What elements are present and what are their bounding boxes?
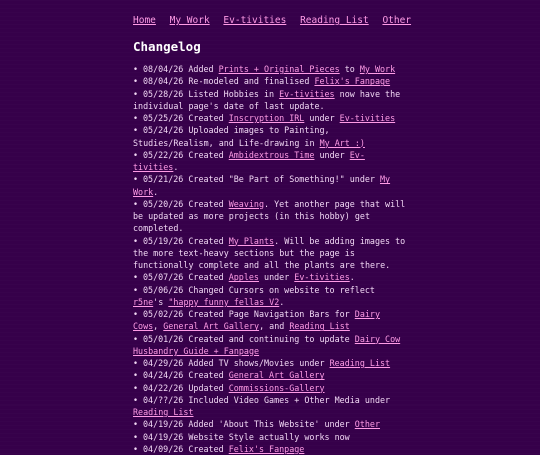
changelog-entry	[133, 333, 408, 358]
bullet-icon: •	[133, 431, 139, 442]
changelog-text: 05/24/26 Uploaded images to Painting, Studies/Realism, and Life-drawing in	[133, 125, 330, 148]
changelog-link[interactable]: My Plants	[228, 235, 275, 246]
changelog-entry	[133, 88, 408, 113]
changelog-text: 05/22/26 Created	[143, 149, 229, 160]
changelog-entry	[133, 173, 408, 198]
bullet-icon: •	[133, 419, 139, 430]
changelog-text: .	[349, 272, 355, 283]
changelog-entry	[133, 431, 408, 443]
bullet-icon: •	[133, 272, 139, 283]
changelog-link[interactable]: Felix's Fanpage	[228, 443, 305, 454]
changelog-text: 04/19/26 Added 'About This Website' under	[143, 419, 355, 430]
changelog-text: 05/02/26 Created Page Navigation Bars for	[143, 309, 355, 319]
changelog-text: . Yet another page that will be updated as more projects (in this hobby) get completed.	[133, 198, 406, 234]
changelog-link[interactable]: Reading List	[133, 407, 194, 417]
changelog-text: 04/24/26 Created	[143, 370, 229, 381]
bullet-icon: •	[133, 284, 139, 295]
main-content	[133, 14, 412, 455]
bullet-icon: •	[133, 125, 139, 136]
changelog-text: 05/07/26 Created	[143, 272, 229, 283]
changelog-text: 04/09/26 Created	[143, 443, 229, 454]
changelog-link[interactable]: Commissions-Gallery	[228, 382, 325, 393]
bullet-icon: •	[133, 443, 139, 454]
changelog-entry	[133, 418, 408, 430]
bullet-icon: •	[133, 76, 139, 87]
changelog-entry	[133, 235, 408, 272]
changelog-text: . Will be adding images to the more text-heavy sections but the page is functionally complete and all the plants are there.	[133, 235, 406, 270]
changelog-text: 05/06/26 Changed Cursors on website to reflect	[143, 284, 375, 295]
changelog-link[interactable]: Felix's Fanpage	[314, 76, 391, 87]
changelog-text: .	[279, 296, 285, 307]
changelog-entry	[133, 198, 408, 235]
changelog-text: 08/04/26 Re-modeled and finalised	[143, 76, 315, 87]
bullet-icon: •	[133, 88, 139, 99]
bullet-icon: •	[133, 64, 139, 74]
changelog-entry	[133, 284, 408, 309]
changelog-link[interactable]: My Work	[359, 64, 396, 74]
bullet-icon: •	[133, 333, 139, 344]
changelog-text: 05/25/26 Created	[143, 113, 229, 123]
bullet-icon: •	[133, 149, 139, 160]
changelog-link[interactable]: Dairy Cows	[133, 309, 380, 332]
changelog-entry	[133, 75, 408, 87]
top-navigation	[133, 14, 412, 28]
nav-link-ev-tivities[interactable]: Ev-tivities	[223, 15, 287, 26]
changelog-text: .	[153, 186, 159, 197]
changelog-text: 05/01/26 Created and continuing to update	[143, 333, 355, 344]
bullet-icon: •	[133, 394, 139, 405]
changelog-link[interactable]: Weaving	[228, 198, 265, 209]
changelog-text: 's	[153, 296, 169, 307]
bullet-icon: •	[133, 382, 139, 393]
bullet-icon: •	[133, 309, 139, 319]
changelog-text: under	[258, 272, 295, 283]
nav-link-my-work[interactable]: My Work	[169, 15, 210, 26]
bullet-icon: •	[133, 358, 139, 368]
changelog-link[interactable]: Inscryption IRL	[228, 113, 305, 123]
changelog-entry	[133, 149, 408, 174]
changelog-text: .	[173, 162, 179, 172]
changelog-link[interactable]: Ambidextrous Time	[228, 149, 315, 160]
changelog-link[interactable]: Reading List	[329, 358, 391, 368]
changelog-text: 04/??/26 Included Video Games + Other Media under	[143, 394, 391, 405]
changelog-text: 05/21/26 Created "Be Part of Something!" under	[143, 174, 380, 185]
changelog-link[interactable]: Dairy Cow Husbandry Guide + Fanpage	[133, 333, 401, 356]
page-title: Changelog	[133, 39, 201, 54]
changelog-list	[133, 63, 408, 455]
changelog-link[interactable]: My Art :)	[319, 137, 365, 148]
nav-link-other[interactable]: Other	[382, 15, 412, 26]
changelog-entry	[133, 124, 408, 149]
changelog-text: 05/20/26 Created	[143, 198, 229, 209]
changelog-text: 04/22/26 Updated	[143, 382, 229, 393]
changelog-entry	[133, 443, 408, 455]
changelog-link[interactable]: Apples	[228, 272, 259, 283]
changelog-entry	[133, 112, 408, 124]
changelog-entry	[133, 271, 408, 283]
changelog-text: under	[304, 113, 340, 123]
bullet-icon: •	[133, 235, 139, 246]
changelog-entry	[133, 308, 408, 333]
changelog-text: now have the individual page's date of last update.	[133, 88, 401, 111]
changelog-text: under	[314, 149, 350, 160]
changelog-text: 05/19/26 Created	[143, 235, 229, 246]
bullet-icon: •	[133, 174, 139, 185]
nav-link-home[interactable]: Home	[133, 15, 156, 26]
bullet-icon: •	[133, 198, 139, 209]
changelog-text: ,	[153, 321, 164, 332]
changelog-link[interactable]: Ev-tivities	[279, 88, 335, 99]
changelog-link[interactable]: Reading List	[289, 321, 350, 332]
changelog-text: to	[339, 64, 360, 74]
changelog-link[interactable]: "happy funny fellas V2	[168, 296, 280, 307]
changelog-text: 04/19/26 Website Style actually works now	[143, 431, 350, 442]
changelog-link[interactable]: Prints + Original Pieces	[218, 64, 340, 74]
bullet-icon: •	[133, 370, 139, 381]
changelog-entry	[133, 394, 408, 419]
changelog-link[interactable]: Other	[354, 419, 380, 430]
changelog-link[interactable]: General Art Gallery	[163, 321, 260, 332]
changelog-link[interactable]: General Art Gallery	[228, 370, 325, 381]
changelog-link[interactable]: My Work	[133, 174, 391, 197]
changelog-entry	[133, 369, 408, 381]
changelog-text: 08/04/26 Added	[143, 64, 219, 74]
changelog-link[interactable]: Ev-tivities	[294, 272, 350, 283]
changelog-text: 04/29/26 Added TV shows/Movies under	[143, 358, 330, 368]
changelog-entry	[133, 63, 408, 75]
changelog-text: 05/28/26 Listed Hobbies in	[143, 88, 280, 99]
changelog-text: , and	[259, 321, 290, 332]
bullet-icon: •	[133, 113, 139, 123]
changelog-link[interactable]: Ev-tivities	[339, 113, 396, 123]
changelog-entry	[133, 357, 408, 369]
nav-link-reading-list[interactable]: Reading List	[300, 15, 369, 26]
changelog-entry	[133, 382, 408, 394]
changelog-link[interactable]: r5ne	[133, 296, 154, 307]
changelog-link[interactable]: Ev-tivities	[133, 149, 365, 172]
